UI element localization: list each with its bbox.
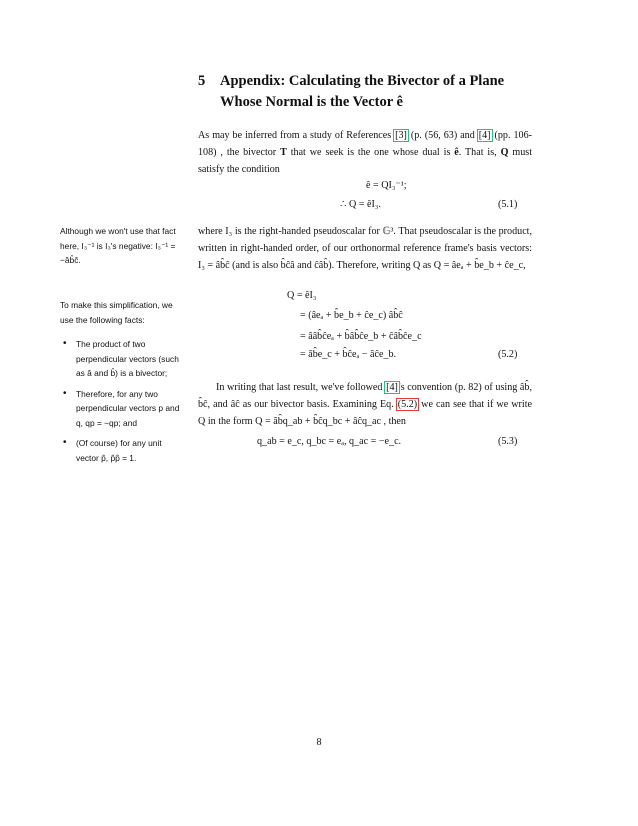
equation-5-2-line3: = ââb̂ĉeₐ + b̂âb̂ĉe_b + ĉâb̂ĉe_c (300, 331, 422, 342)
equation-5-2-line1: Q = êI₃ (287, 290, 317, 301)
margin-note-simplification: To make this simplification, we use the following facts: (60, 300, 173, 325)
list-item: • (Of course) for any unit vector p̂, p̂p̂ = 1. (60, 436, 184, 465)
intro-text: must satisfy the condition (198, 147, 532, 175)
reference-link-3[interactable]: [3] (395, 130, 407, 141)
equation-number-5-3: (5.3) (498, 436, 518, 447)
equation-5-2-line4: = âb̂e_c + b̂ĉeₐ − âĉe_b. (300, 349, 397, 360)
convention-text: we can see that if we write Q in the form Q = âb̂q_ab + b̂ĉq_bc + âĉq_ac , then (198, 399, 532, 427)
convention-text: 's convention (p. 82) of using âb̂, b̂ĉ, and âĉ as our bivector basis. Examining Eq. (198, 382, 532, 410)
equation-5-1-line1: ê = QI₃⁻¹; (366, 180, 407, 191)
intro-text: As may be inferred from a study of References (198, 130, 395, 141)
intro-text: (p. (56, 63) and (407, 130, 478, 141)
intro-text: (pp. 106-108) , the bivector (198, 130, 532, 158)
pseudoscalar-paragraph: where I₃ is the right-handed pseudoscalar for 𝔾³. That pseudoscalar is the product, written in right-handed order, of our orthonormal reference frame's basis vectors: I₃ = âb̂ĉ (and is also b̂ĉâ and ĉâb̂). Therefore, writing Q as Q = âeₐ + b̂e_b + ĉe_c, (198, 226, 532, 271)
bivector-symbol: T (280, 147, 287, 158)
q-symbol: Q (500, 147, 509, 158)
reference-link-4[interactable]: [4] (478, 130, 491, 141)
list-item: • Therefore, for any two perpendicular vectors p and q, qp = −qp; and (60, 387, 184, 431)
section-heading (198, 71, 558, 113)
list-item: • The product of two perpendicular vectors (such as â and b̂) is a bivector; (60, 337, 184, 381)
equation-5-3: q_ab = e_c, q_bc = eₐ, q_ac = −e_c. (257, 436, 402, 447)
equation-5-1-line2: ∴ Q = êI₃. (340, 199, 381, 210)
e-hat-symbol: ê (454, 147, 459, 158)
convention-paragraph (198, 379, 532, 430)
margin-facts-list (60, 337, 184, 471)
intro-paragraph (198, 127, 532, 178)
section-title-line1: Appendix: Calculating the Bivector of a Plane (220, 73, 505, 89)
intro-text: that we seek is the one whose dual is (286, 147, 455, 158)
convention-text: In writing that last result, we've followed (216, 382, 386, 393)
section-title-line2: Whose Normal is the Vector ê (220, 94, 403, 110)
equation-5-2-line2: = (âeₐ + b̂e_b + ĉe_c) âb̂ĉ (300, 310, 403, 321)
section-number: 5 (198, 73, 206, 89)
equation-number-5-2: (5.2) (498, 349, 518, 360)
reference-link-4[interactable]: [4] (386, 382, 398, 393)
page-number: 8 (316, 737, 322, 748)
equation-number-5-1: (5.1) (498, 199, 518, 210)
equation-link-5-2[interactable]: (5.2) (397, 399, 418, 410)
margin-note-inverse-pseudoscalar: Although we won't use that fact here, I₃⁻¹ is I₃'s negative: I₃⁻¹ = −âb̂ĉ. (60, 226, 176, 265)
intro-text: . That is, (458, 147, 501, 158)
